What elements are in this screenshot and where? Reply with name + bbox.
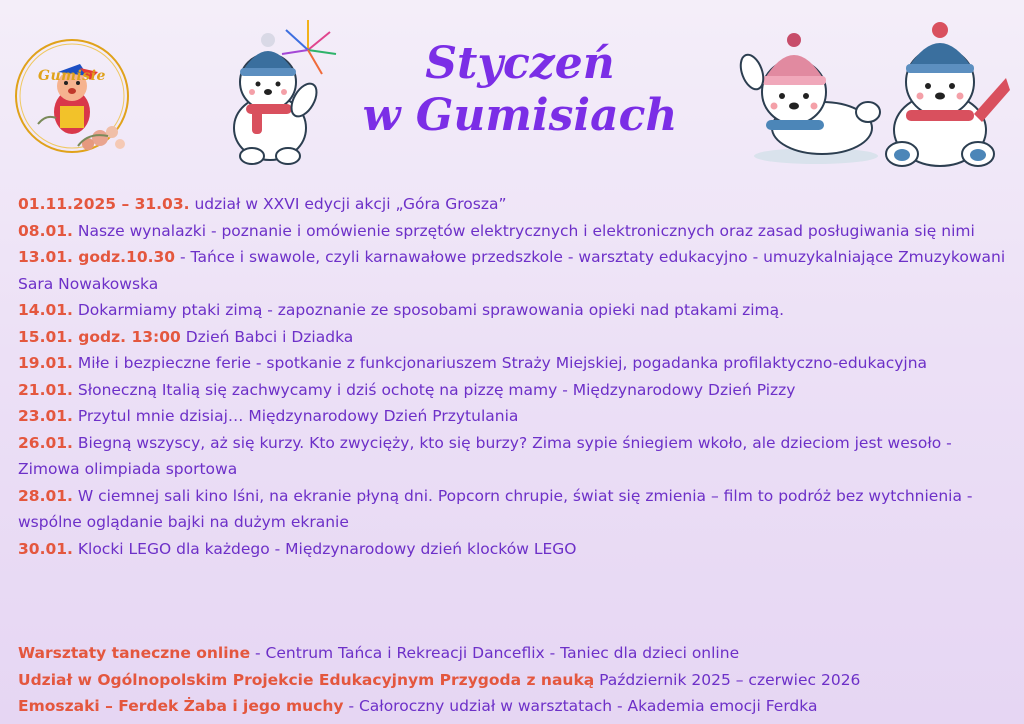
extra-title: Udział w Ogólnopolskim Projekcie Edukacyjnym Przygoda z nauką — [18, 670, 595, 689]
event-date: 28.01. — [18, 486, 73, 505]
extra-text: - Całoroczny udział w warsztatach - Akademia emocji Ferdka — [343, 697, 818, 715]
event-date: 23.01. — [18, 407, 73, 425]
extra-text: Październik 2025 – czerwiec 2026 — [594, 670, 861, 689]
event-date: 14.01. — [18, 301, 73, 319]
event-date: 21.01. — [18, 380, 73, 399]
page-title — [330, 38, 710, 142]
event-text: Dokarmiamy ptaki zimą - zapoznanie ze sposobami sprawowania opieki nad ptakami zimą. — [72, 301, 785, 319]
title-line-1: Styczeń — [425, 38, 615, 89]
event-text: Klocki LEGO dla każdego - Międzynarodowy dzień klocków LEGO — [72, 539, 577, 558]
extra-item — [18, 667, 1013, 694]
gumisie-logo — [8, 28, 140, 164]
extra-title: Warsztaty taneczne online — [18, 644, 251, 662]
extra-text: - Centrum Tańca i Rekreacji Danceflix - Taniec dla dzieci online — [250, 644, 740, 662]
event-item — [18, 297, 1013, 324]
event-text: W ciemnej sali kino lśni, na ekranie płyną dni. Popcorn chrupie, świat się zmienia – film to podróż bez wytchnienia - wspólne oglądanie bajki na dużym ekranie — [18, 486, 973, 531]
event-text: Nasze wynalazki - poznanie i omówienie sprzętów elektrycznych i elektronicznych oraz zasad posługiwania się nimi — [72, 221, 975, 240]
event-date: 19.01. — [18, 354, 73, 372]
event-item — [18, 483, 1013, 536]
event-date: 08.01. — [18, 221, 73, 240]
event-item — [18, 244, 1013, 297]
title-line-2: w Gumisiach — [362, 90, 678, 141]
event-text: - Tańce i swawole, czyli karnawałowe przedszkole - warsztaty edukacyjno - umuzykalniające Zmuzykowani Sara Nowakowska — [18, 248, 1006, 293]
logo-text: Gumisie — [38, 68, 106, 84]
polar-bear-sitting-illustration — [878, 18, 1014, 168]
event-text: Biegną wszyscy, aż się kurzy. Kto zwycięży, kto się burzy? Zima sypie śniegiem wkoło, ale dzieciom jest wesoło - Zimowa olimpiada sportowa — [18, 433, 952, 478]
event-date: 26.01. — [18, 433, 73, 452]
event-date: 15.01. godz. 13:00 — [18, 327, 181, 346]
event-item — [18, 218, 1013, 245]
event-item — [18, 403, 1013, 430]
event-text: Słoneczną Italią się zachwycamy i dziś ochotę na pizzę mamy - Międzynarodowy Dzień Pizzy — [72, 380, 796, 399]
event-item — [18, 191, 1013, 218]
event-item — [18, 430, 1013, 483]
event-item — [18, 350, 1013, 377]
event-date: 01.11.2025 – 31.03. — [18, 195, 190, 213]
event-text: Dzień Babci i Dziadka — [180, 327, 354, 346]
polar-bear-fireworks-illustration — [212, 10, 348, 166]
event-item — [18, 324, 1013, 351]
event-text: Przytul mnie dzisiaj… Międzynarodowy Dzień Przytulania — [72, 407, 519, 425]
event-item — [18, 536, 1013, 563]
extra-title: Emoszaki – Ferdek Żaba i jego muchy — [18, 697, 344, 715]
extra-item — [18, 640, 1013, 667]
polar-bear-waving-illustration — [736, 20, 886, 166]
extra-activities-list — [18, 640, 1013, 720]
event-text: udział w XXVI edycji akcji „Góra Grosza” — [189, 195, 507, 213]
extra-item — [18, 693, 1013, 720]
gumisie-logo-emblem — [8, 28, 140, 164]
event-date: 30.01. — [18, 539, 73, 558]
event-text: Miłe i bezpieczne ferie - spotkanie z funkcjonariuszem Straży Miejskiej, pogadanka profilaktyczno-edukacyjna — [72, 354, 928, 372]
event-item — [18, 377, 1013, 404]
event-date: 13.01. godz.10.30 — [18, 248, 176, 266]
events-list — [18, 191, 1013, 562]
